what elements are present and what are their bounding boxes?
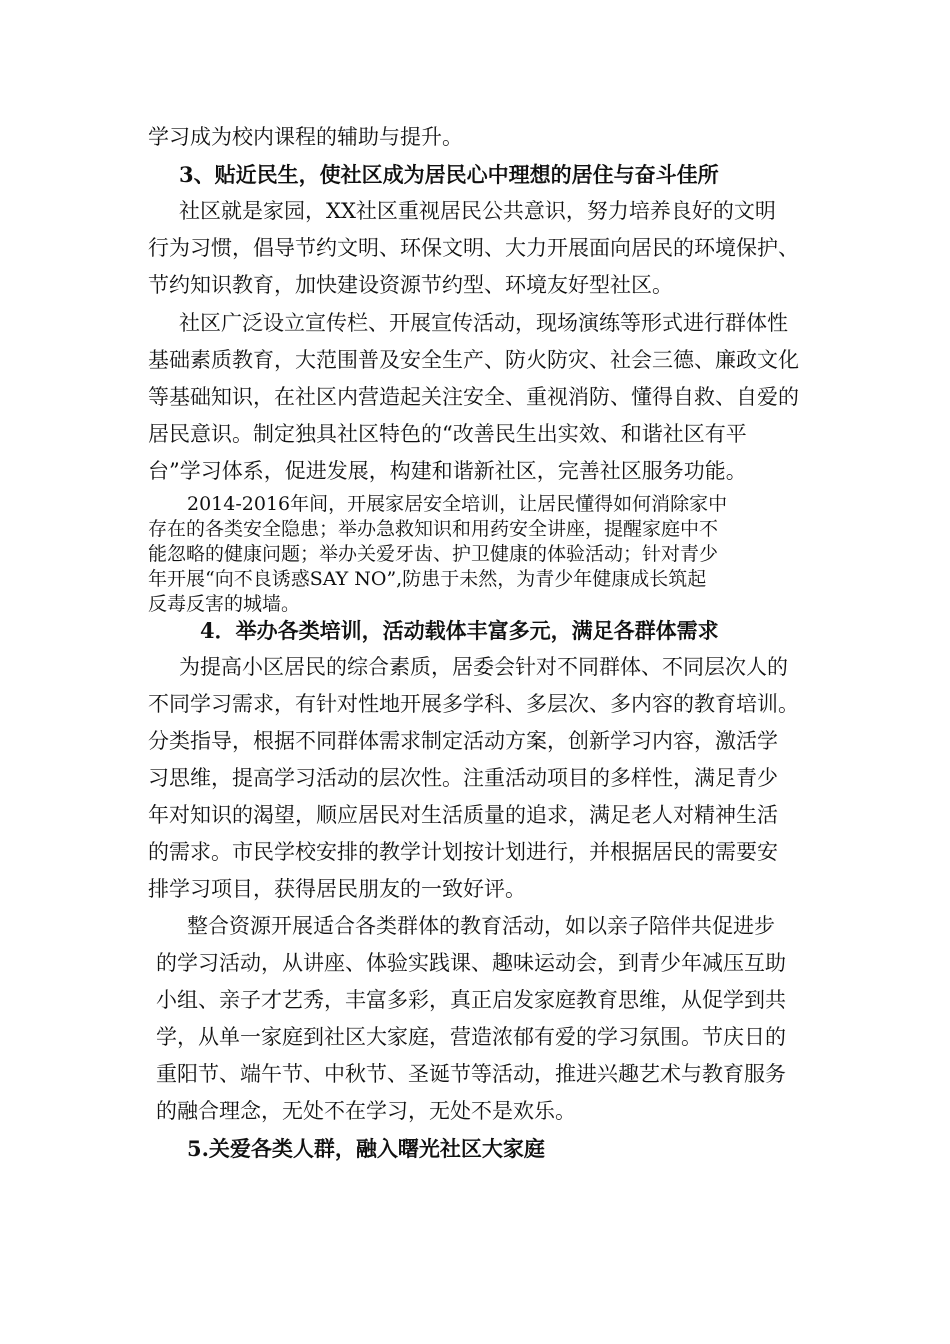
text-line: 社区广泛设立宣传栏、开展宣传活动，现场演练等形式进行群体性: [179, 311, 788, 335]
text-line: 居民意识。制定独具社区特色的“改善民生出实效、和谐社区有平: [148, 422, 747, 446]
text-line: 台”学习体系，促进发展，构建和谐新社区，完善社区服务功能。: [148, 459, 747, 483]
text-line: 的融合理念，无处不在学习，无处不是欢乐。: [156, 1099, 576, 1123]
text-line: 存在的各类安全隐患；举办急救知识和用药安全讲座，提醒家庭中不: [148, 518, 719, 540]
text-line: 不同学习需求，有针对性地开展多学科、多层次、多内容的教育培训。: [148, 692, 799, 716]
text-line: 分类指导，根据不同群体需求制定活动方案，创新学习内容，激活学: [148, 729, 778, 753]
text-line: 小组、亲子才艺秀，丰富多彩，真正启发家庭教育思维，从促学到共: [156, 988, 786, 1012]
text-line: 年开展“向不良诱惑SAY NO”,防患于未然，为青少年健康成长筑起: [148, 568, 707, 590]
text-line: 学，从单一家庭到社区大家庭，营造浓郁有爱的学习氛围。节庆日的: [156, 1025, 786, 1049]
text-line: 节约知识教育，加快建设资源节约型、环境友好型社区。: [148, 273, 673, 297]
text-line: 等基础知识，在社区内营造起关注安全、重视消防、懂得自救、自爱的: [148, 385, 799, 409]
text-line: 行为习惯，倡导节约文明、环保文明、大力开展面向居民的环境保护、: [148, 236, 799, 260]
text-line: 年对知识的渴望，顺应居民对生活质量的追求，满足老人对精神生活: [148, 803, 778, 827]
text-line: 基础素质教育，大范围普及安全生产、防火防灾、社会三德、廉政文化: [148, 348, 799, 372]
text-line: 为提高小区居民的综合素质，居委会针对不同群体、不同层次人的: [179, 655, 788, 679]
text-line: 整合资源开展适合各类群体的教育活动，如以亲子陪伴共促进步: [187, 914, 775, 938]
section-heading-5: 5.关爱各类人群，融入曙光社区大家庭: [187, 1136, 545, 1161]
section-heading-4: 4．举办各类培训，活动载体丰富多元，满足各群体需求: [200, 618, 719, 643]
text-line: 能忽略的健康问题；举办关爱牙齿、护卫健康的体验活动；针对青少: [148, 543, 719, 565]
text-line: 反毒反害的城墙。: [148, 593, 301, 615]
text-line: 学习成为校内课程的辅助与提升。: [148, 125, 463, 149]
text-line: 2014-2016年间，开展家居安全培训，让居民懂得如何消除家中: [187, 493, 728, 515]
text-line: 重阳节、端午节、中秋节、圣诞节等活动，推进兴趣艺术与教育服务: [156, 1062, 786, 1086]
text-line: 的学习活动，从讲座、体验实践课、趣味运动会，到青少年减压互助: [156, 951, 786, 975]
text-line: 社区就是家园，XX社区重视居民公共意识，努力培养良好的文明: [179, 199, 776, 223]
text-line: 习思维，提高学习活动的层次性。注重活动项目的多样性，满足青少: [148, 766, 778, 790]
text-line: 排学习项目，获得居民朋友的一致好评。: [148, 877, 526, 901]
section-heading-3: 3、贴近民生，使社区成为居民心中理想的居住与奋斗佳所: [179, 162, 719, 187]
text-line: 的需求。市民学校安排的教学计划按计划进行，并根据居民的需要安: [148, 840, 778, 864]
